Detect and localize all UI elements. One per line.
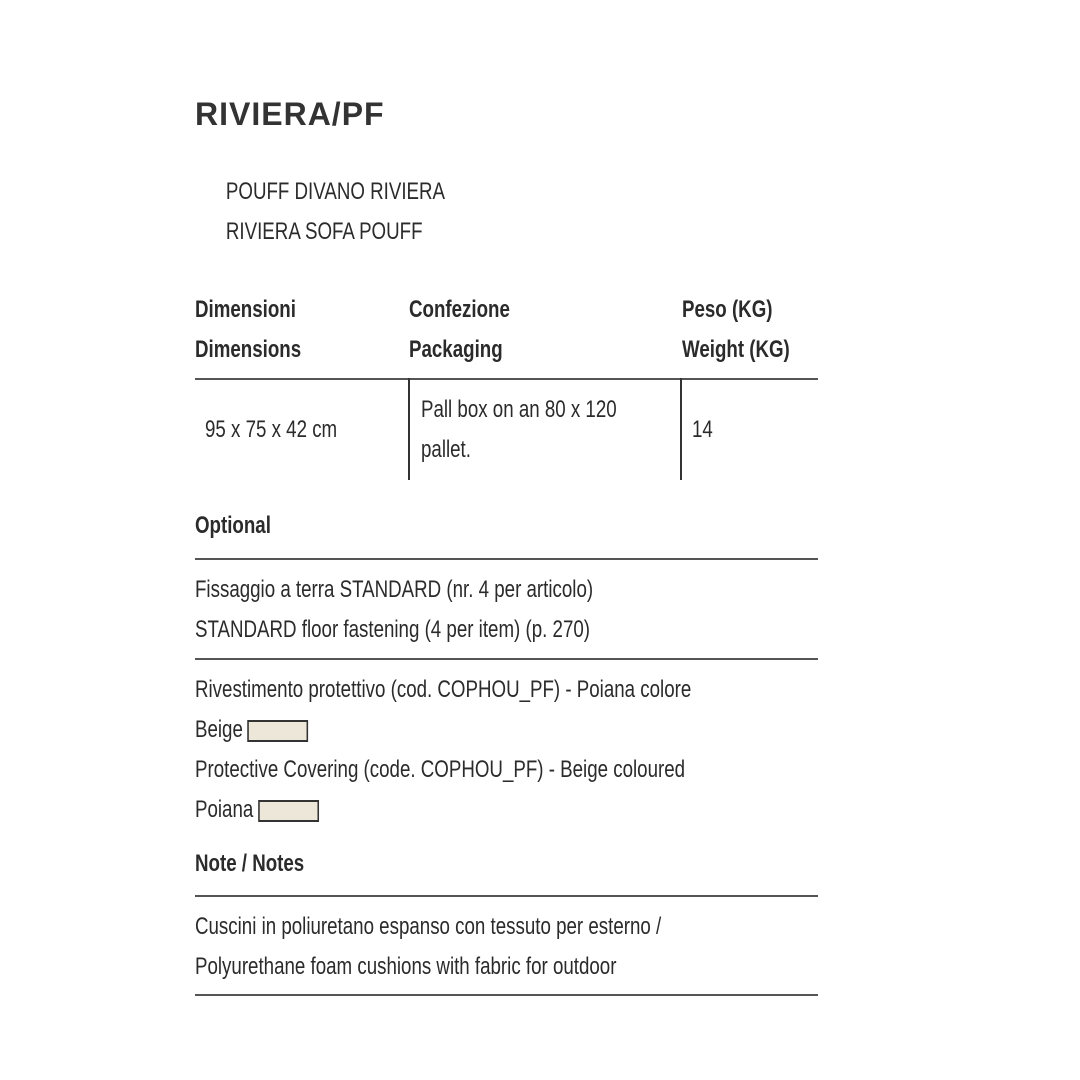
weight-header-en: Weight (KG): [682, 336, 790, 363]
packaging-header-en: Packaging: [409, 336, 503, 363]
product-names: [226, 172, 445, 252]
weight-value: 14: [692, 416, 713, 443]
notes-text: [195, 907, 661, 987]
dimensions-header-en: Dimensions: [195, 336, 302, 363]
packaging-value: [421, 390, 617, 470]
column-divider: [680, 378, 682, 480]
divider: [195, 994, 818, 996]
product-code: RIVIERA/PF: [195, 96, 385, 132]
spec-table-row: [195, 378, 818, 480]
covering-it-line-1: Rivestimento protettivo (cod. COPHOU_PF) - Poiana colore: [195, 676, 692, 703]
packaging-line-1: Pall box on an 80 x 120: [421, 396, 617, 423]
covering-it-line-2: Beige: [195, 710, 691, 750]
covering-option: [195, 670, 691, 830]
notes-line-2: Polyurethane foam cushions with fabric for outdoor: [195, 953, 617, 980]
fastening-option: [195, 570, 593, 650]
product-name-it: POUFF DIVANO RIVIERA: [225, 178, 446, 205]
dimensions-header-it: Dimensioni: [195, 296, 296, 323]
covering-en-line-1: Protective Covering (code. COPHOU_PF) - Beige coloured: [195, 756, 686, 783]
divider: [195, 558, 818, 560]
beige-color-swatch: [248, 720, 309, 742]
weight-header: [682, 290, 790, 370]
beige-color-swatch: [258, 800, 319, 822]
weight-header-it: Peso (KG): [682, 296, 773, 323]
fastening-it: Fissaggio a terra STANDARD (nr. 4 per articolo): [195, 576, 594, 603]
dimensions-value: 95 x 75 x 42 cm: [205, 416, 338, 443]
packaging-header-it: Confezione: [409, 296, 510, 323]
notes-line-1: Cuscini in poliuretano espanso con tessuto per esterno /: [195, 913, 662, 940]
divider: [195, 895, 818, 897]
optional-label: Optional: [195, 512, 271, 539]
dimensions-header: [195, 290, 301, 370]
notes-label: Note / Notes: [195, 850, 305, 877]
divider: [195, 658, 818, 660]
packaging-header: [409, 290, 510, 370]
covering-en-line-2: Poiana: [195, 790, 691, 830]
packaging-line-2: pallet.: [421, 436, 471, 463]
column-divider: [408, 378, 410, 480]
product-name-en: RIVIERA SOFA POUFF: [225, 218, 423, 245]
spec-table-header: [195, 290, 818, 380]
fastening-en: STANDARD floor fastening (4 per item) (p. 270): [195, 616, 590, 643]
